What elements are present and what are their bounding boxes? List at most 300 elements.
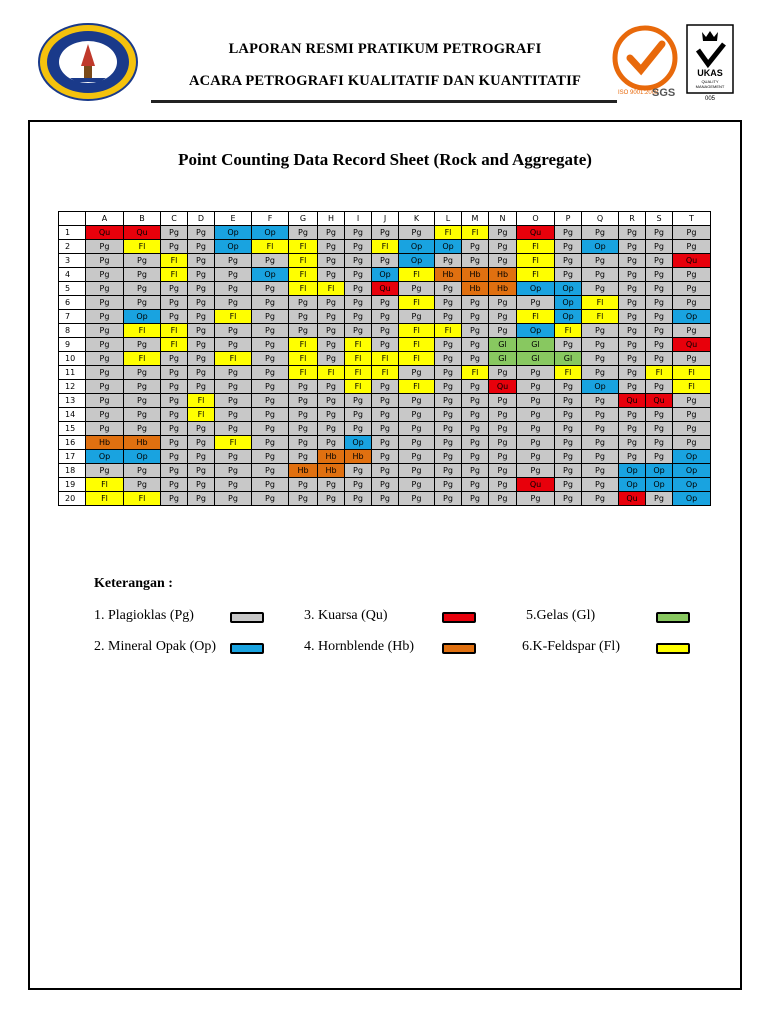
point-cell: Pg [646, 254, 673, 268]
point-cell: Pg [345, 296, 372, 310]
point-cell: Pg [582, 464, 619, 478]
column-header: J [372, 212, 399, 226]
column-header: H [318, 212, 345, 226]
point-cell: Fl [188, 394, 215, 408]
row-number: 14 [59, 408, 86, 422]
row-number: 8 [59, 324, 86, 338]
point-cell: Pg [372, 296, 399, 310]
row-number: 10 [59, 352, 86, 366]
point-cell: Pg [582, 436, 619, 450]
point-cell: Fl [289, 366, 318, 380]
point-cell: Pg [517, 394, 555, 408]
point-cell: Pg [86, 338, 124, 352]
point-cell: Pg [318, 310, 345, 324]
point-cell: Pg [345, 394, 372, 408]
iso-text: ISO 9001:2008 [618, 90, 659, 96]
point-cell: Pg [582, 450, 619, 464]
point-cell: Hb [462, 268, 489, 282]
point-cell: Pg [555, 478, 582, 492]
point-cell: Pg [215, 478, 252, 492]
point-cell: Pg [462, 408, 489, 422]
column-header: E [215, 212, 252, 226]
point-cell: Pg [517, 408, 555, 422]
point-cell: Pg [252, 338, 289, 352]
point-cell: Pg [555, 464, 582, 478]
point-cell: Pg [462, 478, 489, 492]
point-cell: Pg [673, 240, 711, 254]
point-cell: Pg [399, 282, 435, 296]
point-cell: Op [673, 310, 711, 324]
point-cell: Pg [489, 310, 517, 324]
point-cell: Pg [435, 422, 462, 436]
table-row [59, 324, 711, 338]
point-cell: Pg [555, 268, 582, 282]
point-cell: Pg [215, 492, 252, 506]
point-cell: Pg [435, 436, 462, 450]
point-cell: Pg [289, 408, 318, 422]
point-cell: Pg [161, 436, 188, 450]
point-cell: Fl [399, 338, 435, 352]
point-cell: Pg [517, 436, 555, 450]
point-cell: Pg [124, 366, 161, 380]
column-header: I [345, 212, 372, 226]
table-row [59, 464, 711, 478]
point-cell: Pg [399, 422, 435, 436]
point-cell: Fl [673, 380, 711, 394]
point-cell: Fl [161, 338, 188, 352]
point-cell: Pg [646, 240, 673, 254]
point-cell: Pg [399, 464, 435, 478]
point-cell: Fl [252, 240, 289, 254]
point-cell: Pg [582, 394, 619, 408]
table-row [59, 366, 711, 380]
point-cell: Pg [673, 408, 711, 422]
point-cell: Pg [555, 492, 582, 506]
point-cell: Pg [555, 422, 582, 436]
point-cell: Qu [489, 380, 517, 394]
point-cell: Op [215, 226, 252, 240]
point-cell: Pg [462, 380, 489, 394]
point-cell: Fl [289, 254, 318, 268]
column-header: C [161, 212, 188, 226]
column-header: F [252, 212, 289, 226]
point-cell: Pg [489, 464, 517, 478]
point-cell: Pg [372, 464, 399, 478]
point-cell: Pg [646, 324, 673, 338]
point-cell: Pg [318, 268, 345, 282]
table-row [59, 408, 711, 422]
point-cell: Pg [345, 464, 372, 478]
point-cell: Pg [289, 450, 318, 464]
point-cell: Fl [399, 268, 435, 282]
table-row [59, 268, 711, 282]
point-cell: Pg [489, 226, 517, 240]
point-cell: Pg [289, 324, 318, 338]
point-cell: Pg [646, 226, 673, 240]
point-cell: Op [582, 380, 619, 394]
point-cell: Hb [489, 282, 517, 296]
column-header: M [462, 212, 489, 226]
row-number: 7 [59, 310, 86, 324]
point-cell: Qu [619, 492, 646, 506]
point-cell: Op [517, 282, 555, 296]
point-cell: Pg [252, 352, 289, 366]
point-cell: Pg [435, 310, 462, 324]
point-cell: Pg [86, 310, 124, 324]
point-cell: Pg [345, 422, 372, 436]
point-cell: Pg [555, 394, 582, 408]
point-cell: Pg [372, 422, 399, 436]
point-cell: Pg [252, 366, 289, 380]
point-cell: Pg [399, 450, 435, 464]
point-cell: Pg [318, 240, 345, 254]
point-cell: Fl [517, 254, 555, 268]
point-cell: Pg [188, 338, 215, 352]
point-cell: Pg [372, 254, 399, 268]
point-cell: Pg [252, 450, 289, 464]
point-cell: Pg [517, 492, 555, 506]
point-cell: Pg [582, 254, 619, 268]
point-cell: Qu [646, 394, 673, 408]
point-cell: Pg [462, 436, 489, 450]
row-number: 18 [59, 464, 86, 478]
point-cell: Pg [582, 352, 619, 366]
point-cell: Pg [462, 450, 489, 464]
table-row [59, 310, 711, 324]
point-cell: Pg [462, 394, 489, 408]
point-cell: Fl [345, 352, 372, 366]
point-cell: Pg [188, 226, 215, 240]
point-cell: Qu [673, 254, 711, 268]
point-cell: Pg [289, 478, 318, 492]
point-cell: Pg [252, 464, 289, 478]
point-cell: Pg [318, 436, 345, 450]
point-cell: Pg [188, 450, 215, 464]
point-cell: Qu [517, 478, 555, 492]
header-corner-cell [59, 212, 86, 226]
point-cell: Pg [619, 268, 646, 282]
point-cell: Pg [582, 282, 619, 296]
point-cell: Pg [555, 240, 582, 254]
point-cell: Op [345, 436, 372, 450]
point-cell: Pg [318, 226, 345, 240]
point-cell: Pg [489, 324, 517, 338]
point-cell: Pg [124, 380, 161, 394]
row-number: 19 [59, 478, 86, 492]
point-cell: Pg [619, 408, 646, 422]
point-cell: Pg [582, 408, 619, 422]
ukas-text: UKAS [697, 68, 723, 78]
row-number: 11 [59, 366, 86, 380]
column-header: B [124, 212, 161, 226]
point-cell: Pg [673, 226, 711, 240]
point-cell: Fl [555, 324, 582, 338]
point-cell: Pg [673, 422, 711, 436]
point-cell: Pg [582, 324, 619, 338]
point-cell: Pg [555, 408, 582, 422]
point-cell: Pg [86, 296, 124, 310]
point-cell: Op [582, 240, 619, 254]
point-cell: Pg [462, 352, 489, 366]
point-cell: Pg [161, 310, 188, 324]
point-cell: Op [646, 464, 673, 478]
point-cell: Pg [489, 408, 517, 422]
point-cell: Pg [462, 338, 489, 352]
point-cell: Pg [372, 394, 399, 408]
point-cell: Hb [86, 436, 124, 450]
row-number: 9 [59, 338, 86, 352]
point-cell: Pg [161, 478, 188, 492]
point-cell: Pg [646, 268, 673, 282]
point-cell: Pg [345, 408, 372, 422]
point-cell: Pg [124, 268, 161, 282]
point-cell: Pg [462, 240, 489, 254]
table-row [59, 226, 711, 240]
point-cell: Pg [124, 296, 161, 310]
point-cell: Pg [435, 366, 462, 380]
point-cell: Pg [646, 422, 673, 436]
point-cell: Pg [462, 422, 489, 436]
point-cell: Fl [582, 310, 619, 324]
point-cell: Pg [619, 366, 646, 380]
point-cell: Fl [124, 492, 161, 506]
point-cell: Pg [161, 282, 188, 296]
point-cell: Pg [188, 296, 215, 310]
point-cell: Pg [289, 394, 318, 408]
point-cell: Pg [289, 492, 318, 506]
point-cell: Pg [215, 394, 252, 408]
point-cell: Pg [489, 492, 517, 506]
point-cell: Pg [124, 422, 161, 436]
point-cell: Pg [188, 254, 215, 268]
point-cell: Op [372, 268, 399, 282]
point-cell: Pg [252, 478, 289, 492]
point-cell: Pg [646, 282, 673, 296]
point-cell: Op [673, 492, 711, 506]
point-cell: Op [673, 450, 711, 464]
point-cell: Hb [318, 450, 345, 464]
column-header: A [86, 212, 124, 226]
point-cell: Pg [435, 296, 462, 310]
point-cell: Pg [399, 310, 435, 324]
point-count-table [58, 211, 711, 506]
point-cell: Pg [489, 450, 517, 464]
report-header-title: LAPORAN RESMI PRATIKUM PETROGRAFI [228, 41, 542, 57]
row-number: 1 [59, 226, 86, 240]
point-cell: Fl [517, 310, 555, 324]
table-row [59, 436, 711, 450]
point-cell: Pg [318, 408, 345, 422]
point-cell: Pg [435, 394, 462, 408]
point-cell: Gl [517, 352, 555, 366]
point-cell: Pg [372, 450, 399, 464]
point-cell: Pg [289, 226, 318, 240]
table-row [59, 478, 711, 492]
point-cell: Pg [215, 450, 252, 464]
table-row [59, 394, 711, 408]
point-cell: Pg [619, 450, 646, 464]
point-cell: Pg [517, 464, 555, 478]
point-cell: Pg [462, 464, 489, 478]
point-cell: Pg [399, 226, 435, 240]
point-cell: Pg [252, 492, 289, 506]
point-cell: Hb [318, 464, 345, 478]
point-cell: Op [435, 240, 462, 254]
point-cell: Pg [86, 380, 124, 394]
point-cell: Fl [215, 352, 252, 366]
point-cell: Op [673, 464, 711, 478]
point-cell: Fl [86, 492, 124, 506]
point-cell: Gl [555, 352, 582, 366]
point-cell: Pg [252, 296, 289, 310]
point-cell: Pg [489, 254, 517, 268]
table-row [59, 296, 711, 310]
point-cell: Pg [372, 408, 399, 422]
point-cell: Pg [188, 282, 215, 296]
point-cell: Qu [86, 226, 124, 240]
table-row [59, 338, 711, 352]
point-cell: Pg [489, 422, 517, 436]
point-cell: Pg [215, 338, 252, 352]
row-number: 12 [59, 380, 86, 394]
point-cell: Pg [318, 478, 345, 492]
legend-item-label: 6.K-Feldspar (Fl) [522, 639, 620, 654]
point-cell: Pg [619, 338, 646, 352]
row-number: 2 [59, 240, 86, 254]
point-cell: Pg [318, 492, 345, 506]
legend-title: Keterangan : [94, 576, 173, 591]
point-cell: Fl [215, 436, 252, 450]
point-cell: Pg [372, 478, 399, 492]
point-cell: Pg [252, 436, 289, 450]
point-cell: Pg [215, 366, 252, 380]
point-cell: Pg [372, 492, 399, 506]
point-cell: Pg [318, 352, 345, 366]
point-cell: Pg [399, 478, 435, 492]
point-cell: Pg [215, 422, 252, 436]
point-cell: Pg [619, 226, 646, 240]
point-cell: Pg [489, 366, 517, 380]
point-cell: Fl [289, 282, 318, 296]
point-cell: Pg [345, 492, 372, 506]
column-header: T [673, 212, 711, 226]
point-cell: Pg [86, 366, 124, 380]
point-cell: Fl [289, 352, 318, 366]
point-cell: Pg [289, 380, 318, 394]
point-cell: Pg [462, 324, 489, 338]
point-cell: Pg [188, 240, 215, 254]
point-cell: Pg [252, 324, 289, 338]
point-cell: Gl [517, 338, 555, 352]
point-cell: Qu [619, 394, 646, 408]
point-cell: Gl [489, 338, 517, 352]
record-sheet-frame [28, 120, 742, 990]
point-cell: Pg [188, 268, 215, 282]
point-cell: Pg [372, 436, 399, 450]
point-cell: Fl [582, 296, 619, 310]
column-header: S [646, 212, 673, 226]
point-cell: Pg [372, 338, 399, 352]
point-cell: Pg [517, 380, 555, 394]
point-cell: Pg [673, 296, 711, 310]
point-cell: Pg [646, 380, 673, 394]
point-cell: Pg [517, 450, 555, 464]
point-cell: Fl [124, 324, 161, 338]
point-cell: Pg [582, 422, 619, 436]
point-cell: Qu [372, 282, 399, 296]
point-cell: Pg [215, 408, 252, 422]
point-cell: Hb [124, 436, 161, 450]
column-header: K [399, 212, 435, 226]
table-row [59, 380, 711, 394]
point-cell: Fl [289, 338, 318, 352]
column-header: O [517, 212, 555, 226]
point-cell: Pg [318, 254, 345, 268]
point-cell: Op [555, 310, 582, 324]
point-cell: Pg [399, 408, 435, 422]
sgs-text: SGS [652, 87, 676, 99]
row-number: 16 [59, 436, 86, 450]
point-cell: Pg [289, 296, 318, 310]
point-cell: Pg [86, 408, 124, 422]
row-number: 15 [59, 422, 86, 436]
point-cell: Fl [318, 282, 345, 296]
point-cell: Pg [619, 352, 646, 366]
point-cell: Op [555, 296, 582, 310]
point-cell: Gl [489, 352, 517, 366]
point-cell: Pg [435, 450, 462, 464]
point-cell: Fl [289, 240, 318, 254]
point-cell: Pg [345, 478, 372, 492]
point-cell: Pg [86, 394, 124, 408]
point-cell: Pg [619, 282, 646, 296]
point-cell: Pg [86, 240, 124, 254]
point-cell: Pg [517, 296, 555, 310]
point-cell: Pg [188, 478, 215, 492]
point-cell: Pg [435, 282, 462, 296]
point-cell: Pg [161, 394, 188, 408]
point-cell: Pg [435, 338, 462, 352]
point-cell: Fl [372, 366, 399, 380]
point-cell: Hb [289, 464, 318, 478]
point-cell: Pg [462, 492, 489, 506]
point-cell: Pg [124, 338, 161, 352]
point-cell: Op [252, 226, 289, 240]
point-cell: Pg [345, 282, 372, 296]
point-cell: Pg [489, 394, 517, 408]
point-cell: Pg [161, 240, 188, 254]
point-cell: Pg [673, 324, 711, 338]
point-cell: Pg [86, 282, 124, 296]
point-cell: Pg [318, 380, 345, 394]
point-cell: Pg [399, 492, 435, 506]
point-cell: Fl [517, 240, 555, 254]
point-cell: Pg [399, 366, 435, 380]
point-cell: Op [252, 268, 289, 282]
point-cell: Fl [345, 338, 372, 352]
point-cell: Pg [289, 422, 318, 436]
column-header: P [555, 212, 582, 226]
point-cell: Pg [318, 338, 345, 352]
point-cell: Pg [318, 394, 345, 408]
point-cell: Pg [161, 464, 188, 478]
point-cell: Pg [161, 352, 188, 366]
legend-item-label: 1. Plagioklas (Pg) [94, 608, 194, 623]
point-cell: Pg [646, 492, 673, 506]
point-cell: Pg [345, 226, 372, 240]
point-cell: Pg [619, 254, 646, 268]
row-number: 6 [59, 296, 86, 310]
